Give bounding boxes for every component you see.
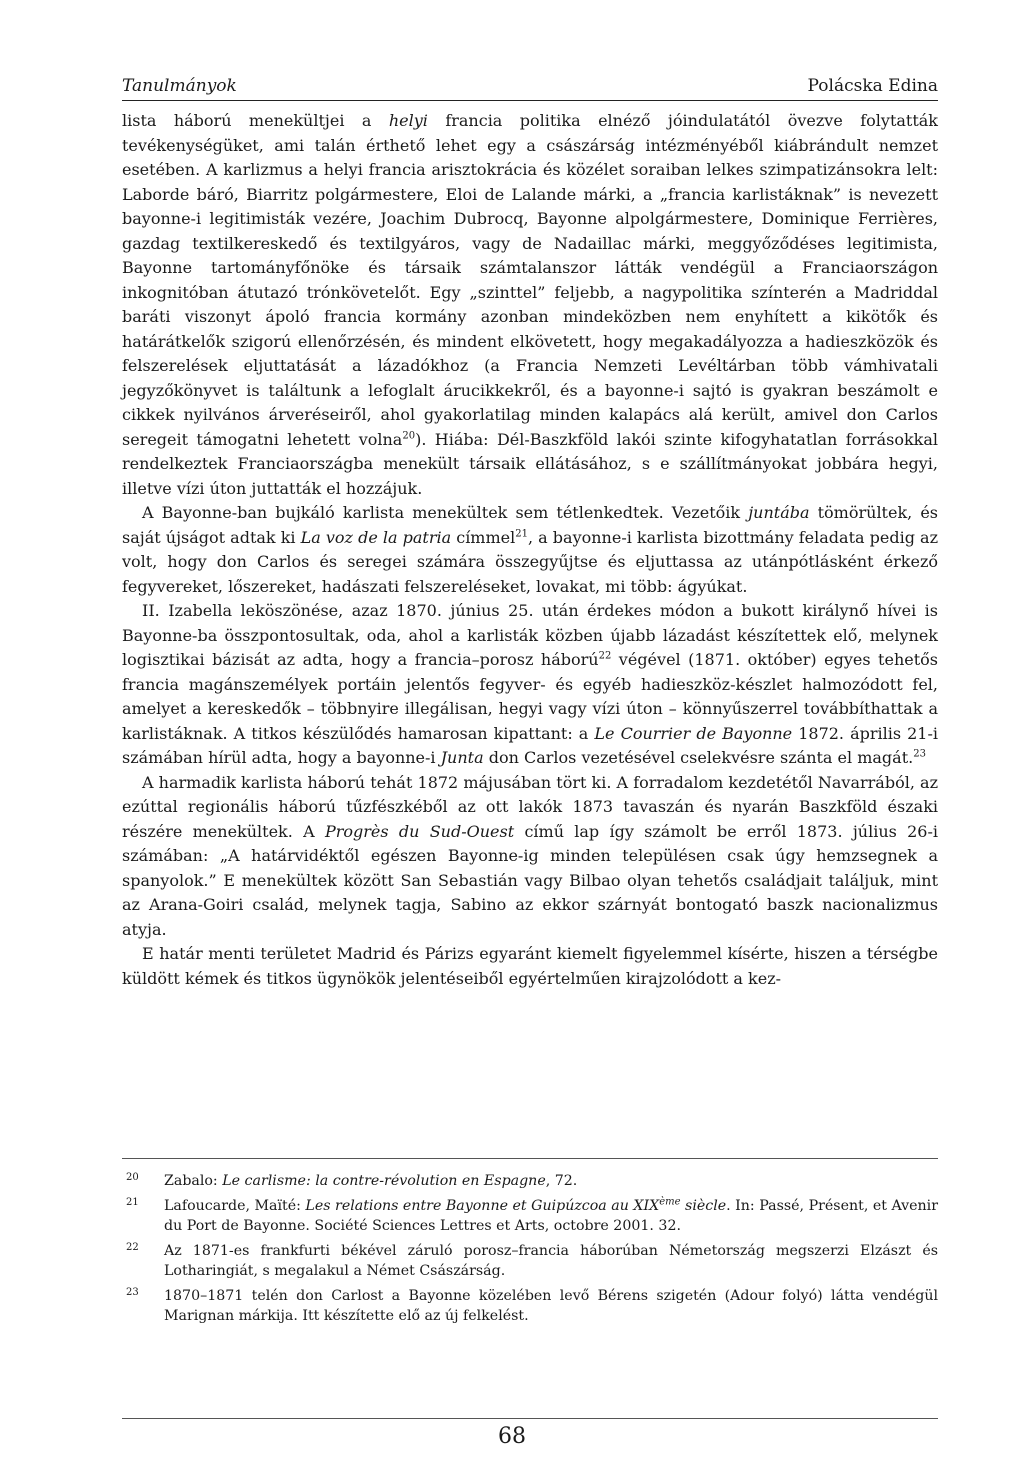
paragraph bbox=[122, 501, 938, 599]
italic-text: Progrès du Sud-Ouest bbox=[324, 821, 515, 841]
italic-text: Les relations entre Bayonne et Guipúzcoa au XIX bbox=[305, 1198, 660, 1214]
section-title: Tanulmányok bbox=[122, 76, 237, 96]
text-run: , a bayonne-i karlista bizottmány feladata pedig az volt, hogy don Carlos és seregei számára összegyűjtse és eljuttassa az utánpótlásként érkező fegyvereket, lőszereket, hadászati felszereléseket, lovakat, mi több: ágyúkat. bbox=[122, 527, 939, 596]
italic-text: Le Courrier de Bayonne bbox=[594, 723, 793, 743]
text-run: Zabalo: bbox=[164, 1173, 223, 1189]
footnote bbox=[122, 1241, 938, 1281]
page bbox=[122, 76, 938, 991]
text-run: ). Hiába: Dél-Baszkföld lakói szinte kifogyhatatlan forrásokkal rendelkeztek Franciaországba menekült társaik ellátásához, s e szállítmányokat jobbára hegyi, illetve vízi úton juttatták el hozzájuk. bbox=[122, 429, 939, 498]
footnote-number: 23 bbox=[126, 1287, 139, 1298]
italic-text: juntába bbox=[748, 503, 810, 522]
footnote-number: 20 bbox=[126, 1172, 139, 1183]
paragraph bbox=[122, 599, 938, 771]
text-run: végével (1871. október) egyes tehetős francia magánszemélyek portáin jelentős fegyver- és egyéb hadieszköz-készlet halmozódott fel, amelyet a kereskedők – többnyire illegálisan, hegyi vagy vízi úton – könnyűszerrel továbbíthattak a karlistáknak. A titkos készülődés hamarosan kipattant: a bbox=[122, 650, 938, 743]
text-run: A harmadik karlista háború tehát 1872 májusában tört ki. A forradalom kezdetétől Navarrából, az ezúttal regionális háború tűzfészkéből az ott lakók 1873 tavaszán és nyarán Baszkföld északi részére menekültek. A bbox=[122, 772, 938, 841]
footnote-reference: 22 bbox=[598, 650, 612, 662]
page-number: 68 bbox=[498, 1424, 526, 1449]
paragraph bbox=[122, 771, 938, 943]
footnote-text bbox=[164, 1171, 938, 1191]
running-header bbox=[122, 76, 938, 101]
text-run: francia politika elnéző jóindulatától övezve folytatták tevékenységüket, ami talán érthető lehet egy a császárság intézményéből kiábrándult nemzet esetében. A karlizmus a helyi francia arisztokrácia és közélet soraiban lelkes szimpatizánsokra lelt: Laborde báró, Biarritz polgármestere, Eloi de Lalande márki, a „francia karlistáknak” is nevezett bayonne-i legitimisták vezére, Joachim Dubrocq, Bayonne alpolgármestere, Dominique Ferrières, gazdag textilkereskedő és textilgyáros, vagy de Nadaillac márki, meggyőződéses legitimista, Bayonne tartományfőnöke és társaik számtalanszor látták vendégül a Franciaországon inkognitóban átutazó trónkövetelőt. Egy „szinttel” feljebb, a nagypolitika színterén a Madriddal baráti viszonyt ápoló francia kormány azonban mindeközben nem enyhített a kikötők és határátkelők szigorú ellenőrzésén, és mindent elkövetett, hogy megakadályozza a hadieszközök és felszerelések eljuttatását a lázadókhoz (a Francia Nemzeti Levéltárban több vámhivatali jegyzőkönyvet is találtunk a lefoglalt árucikkekről, és a bayonne-i sajtó is gyakran beszámolt e cikkek nyilvános árveréseiről, ahol gyakorlatilag minden kalapács alá került, amivel don Carlos seregeit támogatni lehetett volna bbox=[122, 111, 939, 449]
text-run: címmel bbox=[451, 527, 516, 547]
paragraph bbox=[122, 109, 938, 501]
text-run: , 72. bbox=[545, 1173, 578, 1189]
text-run: 1872. április 21-i számában hírül adta, hogy a bayonne-i bbox=[122, 723, 939, 767]
footnote-reference: 21 bbox=[515, 528, 528, 540]
text-run: A Bayonne-ban bujkáló karlista menekültek sem tétlenkedtek. Vezetőik bbox=[142, 503, 749, 522]
paragraph bbox=[122, 942, 938, 991]
body-text bbox=[122, 109, 938, 991]
footnote bbox=[122, 1196, 938, 1236]
footnote-reference: 20 bbox=[402, 430, 416, 442]
text-run: . In: Passé, Présent, et Avenir du Port de Bayonne. Société Sciences Lettres et Arts, octobre 2001. 32. bbox=[164, 1198, 938, 1234]
text-run: 1870–1871 telén don Carlost a Bayonne közelében levő Bérens szigetén (Adour folyó) látta vendégül Marignan márkija. Itt készítette elő az új felkelést. bbox=[164, 1288, 938, 1324]
author-name: Polácska Edina bbox=[807, 76, 938, 96]
footnotes bbox=[122, 1158, 938, 1331]
text-run: Az 1871-es frankfurti békével záruló porosz–francia háborúban Németország megszerzi Elzászt és Lotharingiát, s megalakul a Német Császárság. bbox=[164, 1243, 938, 1279]
italic-text: helyi bbox=[388, 111, 428, 130]
footnote-text bbox=[164, 1196, 938, 1236]
text-run: Lafoucarde, Maïté: bbox=[164, 1198, 306, 1214]
text-run: don Carlos vezetésével cselekvésre szánta el magát. bbox=[483, 748, 914, 767]
italic-text: Le carlisme: la contre-révolution en Espagne bbox=[222, 1173, 546, 1189]
italic-text: La voz de la patria bbox=[300, 527, 452, 547]
text-run: című lap így számolt be erről 1873. július 26-i számában: „A határvidéktől egészen Bayonne-ig minden településen csak úgy hemzsegnek a spanyolok.” E menekültek között San Sebastián vagy Bilbao olyan tehetős családjait találjuk, mint az Arana-Goiri család, melynek tagja, Sabino az ekkor szárnyát bontogató baszk nacionalizmus atyja. bbox=[122, 821, 939, 939]
footer-rule bbox=[122, 1418, 938, 1419]
footnote-reference: ème bbox=[659, 1196, 681, 1208]
text-run: tömörültek, és saját újságot adtak ki bbox=[122, 503, 939, 547]
text-run: II. Izabella leköszönése, azaz 1870. június 25. után érdekes módon a bukott királynő hívei is Bayonne-ba összpontosultak, oda, ahol a karlisták közben újabb lázadást készítettek elő, melynek logisztikai bázisát az adta, hogy a francia–porosz háború bbox=[122, 601, 938, 669]
footnote-text bbox=[164, 1286, 938, 1326]
footnote-text bbox=[164, 1241, 938, 1281]
text-run: lista háború menekültjei a bbox=[122, 111, 389, 130]
italic-text: siècle bbox=[680, 1198, 727, 1214]
footnote-reference: 23 bbox=[913, 748, 926, 760]
italic-text: Junta bbox=[440, 748, 484, 767]
text-run: E határ menti területet Madrid és Párizs egyaránt kiemelt figyelemmel kísérte, hiszen a térségbe küldött kémek és titkos ügynökök jelentéseiből egyértelműen kirajzolódott a kez- bbox=[122, 944, 938, 988]
footnote bbox=[122, 1286, 938, 1326]
footnote-number: 21 bbox=[126, 1197, 139, 1208]
footnote bbox=[122, 1171, 938, 1191]
footnote-number: 22 bbox=[126, 1242, 139, 1253]
